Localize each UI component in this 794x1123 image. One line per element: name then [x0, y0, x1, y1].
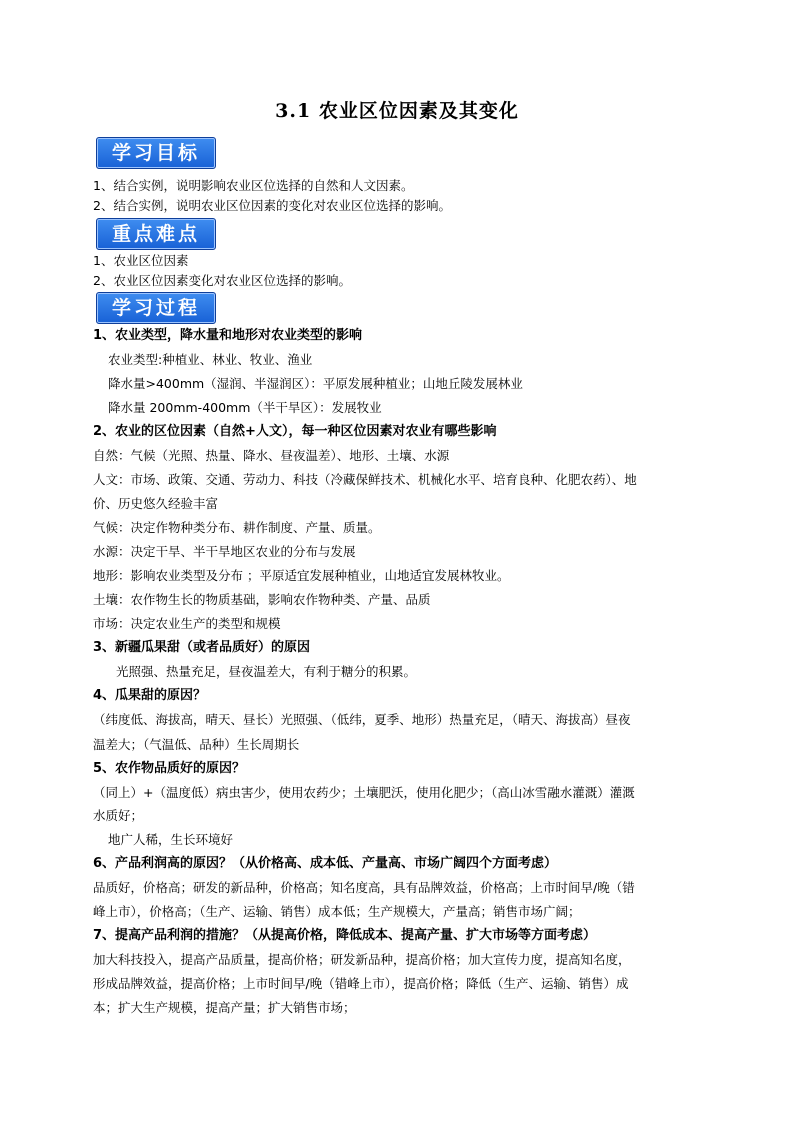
section-line: 本；扩大生产规模，提高产量；扩大销售市场； — [93, 1000, 356, 1015]
section-heading: 2、农业的区位因素（自然+人文），每一种区位因素对农业有哪些影响 — [93, 424, 497, 439]
section-heading: 1、农业类型，降水量和地形对农业类型的影响 — [93, 328, 363, 343]
section-heading: 4、瓜果甜的原因？ — [93, 688, 207, 703]
section-heading: 5、农作物品质好的原因？ — [93, 761, 246, 776]
section-line: 峰上市），价格高；（生产、运输、销售）成本低；生产规模大，产量高；销售市场广阔； — [93, 904, 581, 919]
section-line: 农业类型:种植业、林业、牧业、渔业 — [108, 352, 313, 367]
section-line: 形成品牌效益，提高价格；上市时间早/晚（错峰上市），提高价格；降低（生产、运输、销售）成 — [93, 976, 629, 991]
badge-learning-process: 学习过程 — [96, 292, 216, 324]
section-line: 市场：决定农业生产的类型和规模 — [93, 616, 281, 631]
section-heading: 3、新疆瓜果甜（或者品质好）的原因 — [93, 640, 311, 655]
section-line: 人文：市场、政策、交通、劳动力、科技（冷藏保鲜技术、机械化水平、培育良种、化肥农药）、地 — [93, 472, 637, 487]
section-heading: 6、产品利润高的原因？（从价格高、成本低、产量高、市场广阔四个方面考虑） — [93, 856, 558, 871]
badge-learning-goals: 学习目标 — [96, 137, 216, 169]
section-line: 降水量 200mm-400mm（半干旱区）：发展牧业 — [108, 400, 382, 415]
section-line: 光照强、热量充足，昼夜温差大，有利于糖分的积累。 — [116, 664, 417, 679]
page-title: 3.1 农业区位因素及其变化 — [275, 100, 519, 122]
section-line: 气候：决定作物种类分布、耕作制度、产量、质量。 — [93, 520, 381, 535]
section-line: 温差大；（气温低、品种）生长周期长 — [93, 737, 300, 752]
section-line: （纬度低、海拔高，晴天、昼长）光照强、（低纬，夏季、地形）热量充足，（晴天、海拔高）昼夜 — [93, 712, 631, 727]
goal-item: 2、结合实例，说明农业区位因素的变化对农业区位选择的影响。 — [93, 198, 451, 213]
section-line: 自然：气候（光照、热量、降水、昼夜温差）、地形、土壤、水源 — [93, 448, 450, 463]
section-line: 水源：决定干旱、半干旱地区农业的分布与发展 — [93, 544, 356, 559]
badge-key-points: 重点难点 — [96, 218, 216, 250]
section-line: 价、历史悠久经验丰富 — [93, 496, 219, 511]
key-point-item: 2、农业区位因素变化对农业区位选择的影响。 — [93, 273, 351, 288]
section-line: 降水量>400mm（湿润、半湿润区）：平原发展种植业；山地丘陵发展林业 — [108, 376, 523, 391]
goal-item: 1、结合实例，说明影响农业区位选择的自然和人文因素。 — [93, 178, 414, 193]
section-line: 地形：影响农业类型及分布 ；平原适宜发展种植业，山地适宜发展林牧业。 — [93, 568, 510, 583]
section-heading: 7、提高产品利润的措施？（从提高价格，降低成本、提高产量、扩大市场等方面考虑） — [93, 928, 597, 943]
section-line: 加大科技投入，提高产品质量，提高价格；研发新品种，提高价格；加大宣传力度，提高知名度， — [93, 952, 631, 967]
section-line: 地广人稀，生长环境好 — [108, 832, 234, 847]
section-line: 水质好； — [93, 808, 144, 823]
section-line: 土壤：农作物生长的物质基础，影响农作物种类、产量、品质 — [93, 592, 431, 607]
key-point-item: 1、农业区位因素 — [93, 253, 189, 268]
section-line: 品质好，价格高；研发的新品种，价格高；知名度高，具有品牌效益，价格高；上市时间早/晚（错 — [93, 880, 635, 895]
section-line: （同上）+（温度低）病虫害少，使用农药少；土壤肥沃，使用化肥少；（高山冰雪融水灌溉）灌溉 — [93, 785, 635, 800]
